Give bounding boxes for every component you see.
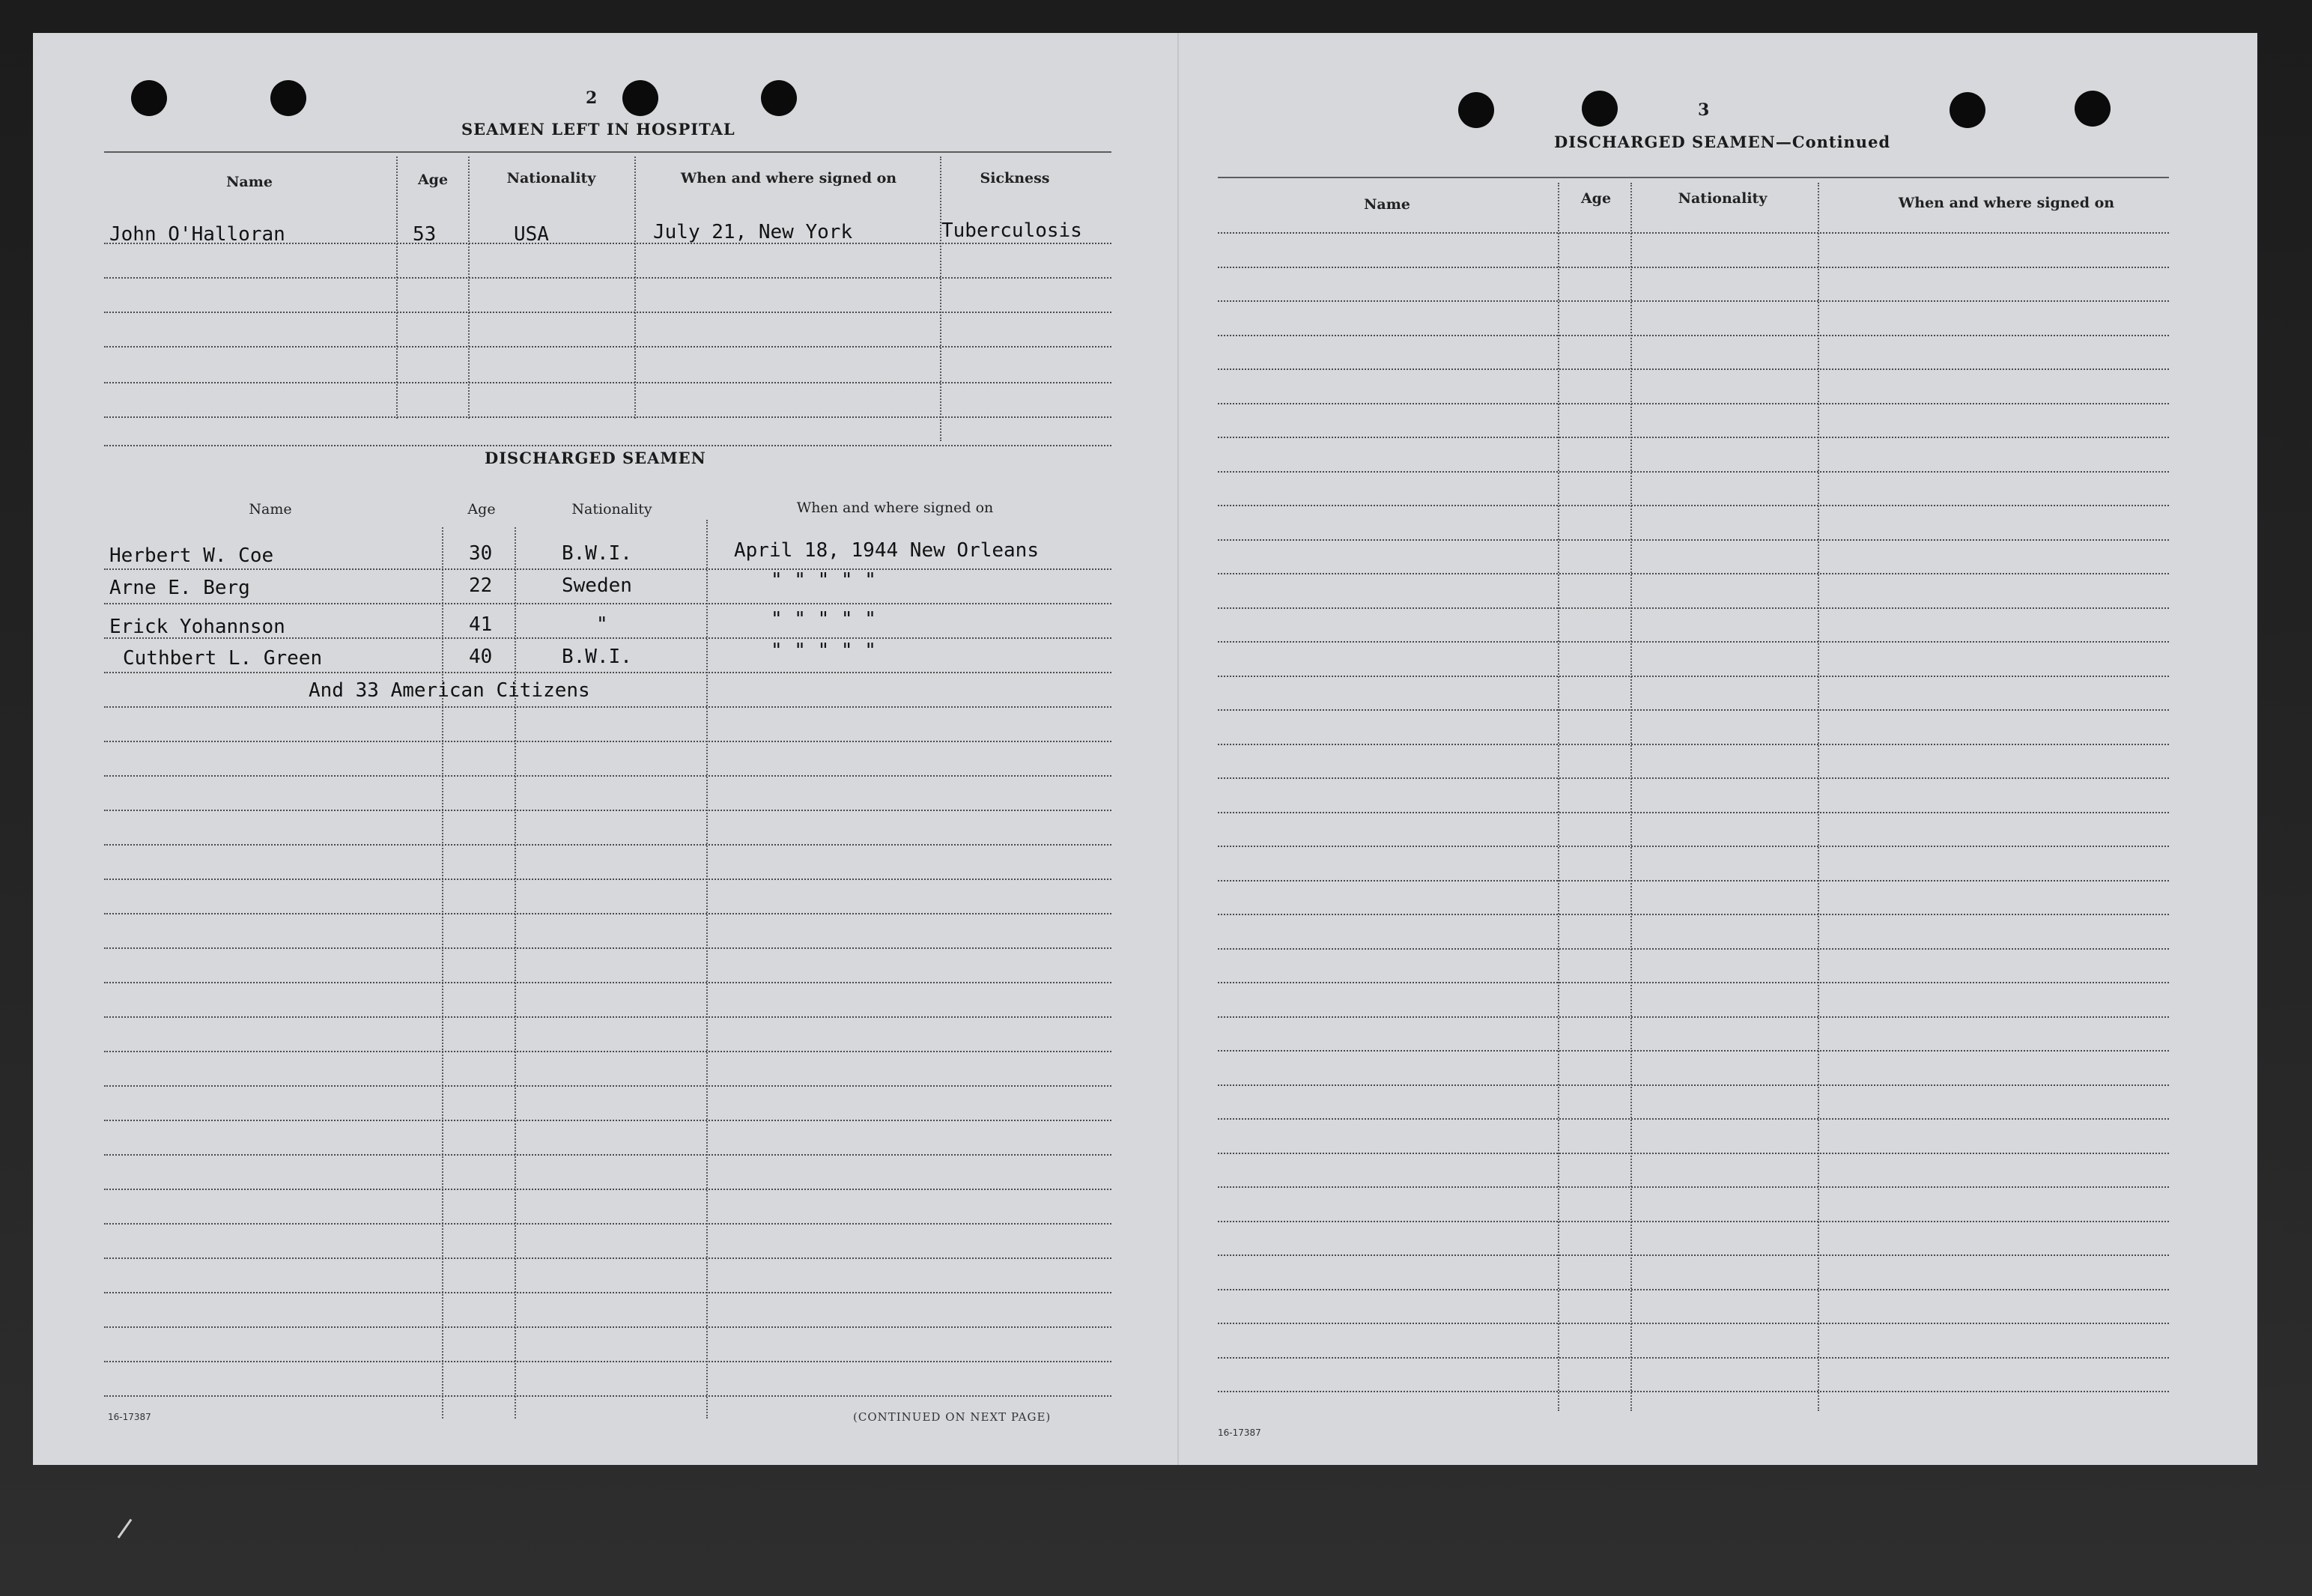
column-header-nationality: Nationality	[506, 170, 596, 186]
cell-signed-on: " " " " "	[771, 569, 876, 592]
column-divider	[515, 527, 516, 1419]
cell-signed-on: April 18, 1944 New Orleans	[734, 539, 1039, 562]
column-header-nationality: Nationality	[1678, 190, 1768, 207]
row-rule	[1218, 641, 2169, 643]
right-page	[1179, 33, 2257, 1465]
column-divider	[940, 157, 941, 441]
punch-hole	[1582, 91, 1618, 127]
column-header-signed-on: When and where signed on	[680, 170, 897, 186]
cell-name: Arne E. Berg	[109, 577, 250, 599]
row-rule	[1218, 846, 2169, 847]
column-header-sickness: Sickness	[980, 170, 1050, 186]
row-rule	[104, 879, 1111, 880]
row-rule	[104, 947, 1111, 949]
row-rule	[1218, 607, 2169, 609]
column-header-name: Name	[249, 501, 292, 518]
row-rule	[1218, 914, 2169, 915]
row-rule	[104, 741, 1111, 742]
row-rule	[1218, 505, 2169, 506]
punch-hole	[622, 80, 658, 116]
row-rule	[104, 1326, 1111, 1328]
row-rule	[104, 1292, 1111, 1293]
row-rule	[1218, 709, 2169, 711]
row-rule	[104, 277, 1111, 279]
row-rule	[1218, 1186, 2169, 1188]
column-divider	[1818, 183, 1819, 1411]
page-number: 3	[1698, 100, 1710, 120]
row-rule	[104, 568, 1111, 570]
cell-age: 30	[469, 542, 493, 565]
cell-age: 53	[413, 223, 437, 246]
row-rule	[104, 810, 1111, 811]
left-page	[33, 33, 1179, 1465]
row-rule	[1218, 1153, 2169, 1154]
cell-age: 40	[469, 646, 493, 668]
discharged-section-title: DISCHARGED SEAMEN	[485, 449, 706, 467]
punch-hole	[1458, 92, 1494, 128]
citizens-note: And 33 American Citizens	[309, 679, 590, 702]
row-rule	[104, 706, 1111, 708]
row-rule	[1218, 1084, 2169, 1086]
cell-age: 41	[469, 613, 493, 636]
row-rule	[1218, 880, 2169, 882]
punch-hole	[131, 80, 167, 116]
cell-nationality: "	[596, 613, 608, 636]
column-header-signed-on: When and where signed on	[1898, 195, 2115, 211]
row-rule	[104, 982, 1111, 983]
row-rule	[1218, 982, 2169, 983]
column-header-signed-on: When and where signed on	[796, 500, 994, 516]
cell-nationality: Sweden	[562, 574, 632, 597]
column-header-name: Name	[1364, 196, 1410, 213]
column-header-name: Name	[226, 174, 273, 190]
column-divider	[1558, 183, 1559, 1411]
punch-hole	[1950, 92, 1985, 128]
hospital-section-title: SEAMEN LEFT IN HOSPITAL	[461, 120, 735, 139]
row-rule	[1218, 1118, 2169, 1120]
row-rule	[1218, 1391, 2169, 1392]
row-rule	[1218, 676, 2169, 677]
cell-name: Herbert W. Coe	[109, 544, 274, 567]
row-rule	[104, 913, 1111, 914]
cell-name: Erick Yohannson	[109, 616, 285, 638]
row-rule	[104, 312, 1111, 313]
row-rule	[1218, 403, 2169, 404]
cell-signed-on: " " " " "	[771, 608, 876, 631]
form-number: 16-17387	[108, 1412, 151, 1422]
row-rule	[1218, 1016, 2169, 1018]
row-rule	[1218, 335, 2169, 336]
column-header-age: Age	[467, 501, 496, 518]
cell-signed-on: " " " " "	[771, 640, 876, 662]
cell-nationality: B.W.I.	[562, 542, 632, 565]
row-rule	[104, 672, 1111, 673]
row-rule	[104, 346, 1111, 348]
row-rule	[1218, 437, 2169, 438]
row-rule	[104, 445, 1111, 446]
column-divider	[442, 527, 443, 1419]
row-rule	[104, 844, 1111, 846]
column-header-age: Age	[417, 172, 449, 188]
row-rule	[1218, 744, 2169, 745]
row-rule	[1218, 471, 2169, 473]
row-rule	[104, 1154, 1111, 1156]
row-rule	[104, 1257, 1111, 1259]
row-rule	[1218, 1323, 2169, 1324]
row-rule	[104, 1361, 1111, 1362]
cell-nationality: B.W.I.	[562, 646, 632, 668]
row-rule	[1218, 232, 2169, 234]
row-rule	[1218, 777, 2169, 779]
punch-hole	[761, 80, 797, 116]
page-number: 2	[586, 88, 598, 108]
table-top-rule	[104, 151, 1111, 153]
column-header-age: Age	[1580, 190, 1612, 207]
column-header-nationality: Nationality	[571, 501, 652, 518]
form-number: 16-17387	[1218, 1427, 1261, 1438]
row-rule	[1218, 948, 2169, 950]
punch-hole	[2075, 91, 2111, 127]
row-rule	[104, 1395, 1111, 1397]
row-rule	[1218, 1221, 2169, 1222]
cell-age: 22	[469, 574, 493, 597]
row-rule	[1218, 539, 2169, 541]
cell-signed-on: July 21, New York	[653, 221, 853, 243]
row-rule	[104, 1051, 1111, 1052]
cell-name: Cuthbert L. Green	[123, 647, 323, 670]
cell-name: John O'Halloran	[109, 223, 285, 246]
continued-note: (CONTINUED ON NEXT PAGE)	[853, 1410, 1052, 1424]
row-rule	[104, 1085, 1111, 1087]
page-title: DISCHARGED SEAMEN—Continued	[1554, 133, 1891, 151]
row-rule	[104, 382, 1111, 383]
row-rule	[104, 1016, 1111, 1018]
row-rule	[1218, 300, 2169, 302]
table-top-rule	[1218, 177, 2169, 178]
punch-hole	[270, 80, 306, 116]
cell-sickness: Tuberculosis	[941, 219, 1082, 242]
column-divider	[706, 520, 708, 1419]
row-rule	[1218, 1289, 2169, 1290]
row-rule	[1218, 812, 2169, 813]
row-rule	[104, 1120, 1111, 1121]
column-divider	[1630, 183, 1632, 1411]
column-divider	[396, 157, 398, 419]
cell-nationality: USA	[514, 223, 549, 246]
row-rule	[104, 416, 1111, 418]
row-rule	[104, 1223, 1111, 1225]
row-rule	[1218, 1357, 2169, 1359]
row-rule	[1218, 573, 2169, 574]
row-rule	[104, 1189, 1111, 1190]
row-rule	[1218, 368, 2169, 370]
row-rule	[104, 603, 1111, 604]
row-rule	[1218, 1050, 2169, 1052]
row-rule	[104, 775, 1111, 777]
column-divider	[634, 157, 636, 419]
row-rule	[1218, 1254, 2169, 1256]
row-rule	[1218, 267, 2169, 268]
column-divider	[468, 157, 470, 419]
